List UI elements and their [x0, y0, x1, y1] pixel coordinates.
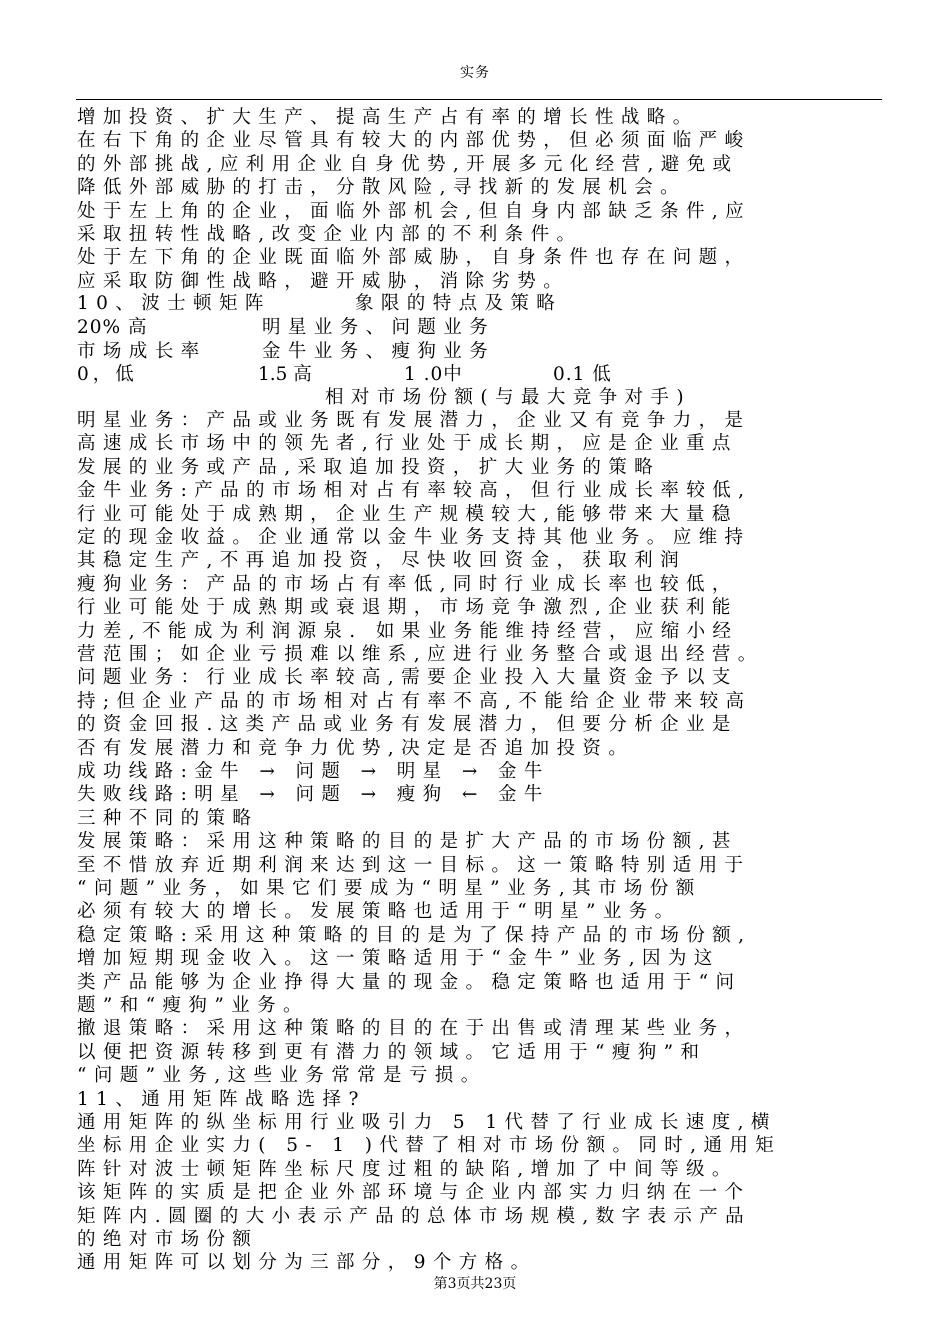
text-line: 高速成长市场中的领先者,行业处于成长期，应是企业重点	[77, 433, 738, 455]
matrix-row1-label: 20% 高	[77, 317, 148, 338]
header-rule	[76, 99, 882, 100]
text-line: 处于左下角的企业既面临外部威胁，自身条件也存在问题，	[77, 247, 751, 269]
text-line: 该矩阵的实质是把企业外部环境与企业内部实力归纳在一个	[77, 1182, 751, 1204]
matrix-axis-mid: 1 .0中	[404, 364, 463, 385]
text-line: 其稳定生产,不再追加投资，尽快收回资金，获取利润	[77, 550, 686, 572]
matrix-row1-quadrants: 明星业务、问题业务	[262, 317, 496, 338]
text-line: 行业可能处于成熟期或衰退期，市场竞争激烈,企业获利能	[77, 597, 738, 619]
text-line: 稳定策略:采用这种策略的目的是为了保持产品的市场份额,	[77, 924, 752, 946]
text-line: 问题业务：行业成长率较高,需要企业投入大量资金予以支	[77, 667, 738, 689]
text-line: 的资金回报.这类产品或业务有发展潜力，但要分析企业是	[77, 714, 738, 736]
text-line: 失败线路:明星 → 问题 → 瘦狗 ← 金牛	[77, 784, 550, 806]
text-line: 以便把资源转移到更有潜力的领域。它适用于“瘦狗”和	[77, 1041, 707, 1063]
text-line: 阵针对波士顿矩阵坐标尺度过粗的缺陷,增加了中间等级。	[77, 1158, 738, 1180]
matrix-row2-quadrants: 金牛业务、瘦狗业务	[262, 341, 496, 362]
text-line: 的外部挑战,应利用企业自身优势,开展多元化经营,避免或	[77, 153, 739, 175]
text-line: 11、通用矩阵战略选择?	[77, 1088, 366, 1110]
text-line: 在右下角的企业尽管具有较大的内部优势，但必须面临严峻	[77, 130, 751, 152]
text-line: 金牛业务:产品的市场相对占有率较高，但行业成长率较低,	[77, 480, 752, 502]
text-line: 类产品能够为企业挣得大量的现金。稳定策略也适用于“问	[77, 971, 742, 993]
matrix-axis-low: 0，低	[77, 364, 138, 385]
matrix-title: 10、波士顿矩阵	[77, 293, 271, 314]
matrix-x-axis-label: 相对市场份额(与最大竞争对手)	[325, 387, 691, 408]
text-line: 增加投资、扩大生产、提高生产占有率的增长性战略。	[77, 107, 699, 128]
matrix-axis-high: 1.5 高	[258, 364, 312, 385]
text-line: 持;但企业产品的市场相对占有率不高,不能给企业带来较高	[77, 690, 752, 712]
text-line: 采取扭转性战略,改变企业内部的不利条件。	[77, 224, 583, 245]
text-line: 营范围；如企业亏损难以维系,应进行业务整合或退出经营。	[77, 644, 764, 665]
text-line: 通用矩阵可以划分为三部分，9个方格。	[77, 1252, 537, 1274]
text-line: 否有发展潜力和竞争力优势,决定是否追加投资。	[77, 737, 635, 759]
text-line: 定的现金收益。企业通常以金牛业务支持其他业务。应维持	[77, 527, 751, 548]
text-line: 题”和“瘦狗”业务。	[77, 995, 309, 1016]
text-line: 发展的业务或产品,采取追加投资，扩大业务的策略	[77, 456, 661, 478]
matrix-axis-low-share: 0.1 低	[553, 364, 612, 385]
text-line: 三种不同的策略	[77, 807, 259, 829]
text-line: 坐标用企业实力( 5- 1 )代替了相对市场份额。同时,通用矩	[77, 1135, 782, 1157]
text-line: “问题”业务，如果它们要成为“明星”业务,其市场份额	[77, 878, 702, 899]
text-line: 必须有较大的增长。发展策略也适用于“明星”业务。	[77, 901, 681, 923]
text-line: 的绝对市场份额	[77, 1229, 259, 1250]
text-line: 通用矩阵的纵坐标用行业吸引力 5 1代替了行业成长速度,横	[77, 1112, 777, 1133]
text-line: 行业可能处于成熟期，企业生产规模较大,能够带来大量稳	[77, 503, 738, 525]
page-footer: 第3页共23页	[433, 1276, 517, 1292]
text-line: 矩阵内.圆圈的大小表示产品的总体市场规模,数字表示产品	[77, 1205, 752, 1227]
text-line: 应采取防御性战略，避开威胁，消除劣势。	[77, 270, 570, 292]
page-header: 实务	[460, 65, 490, 81]
text-line: 发展策略：采用这种策略的目的是扩大产品的市场份额,甚	[77, 831, 738, 853]
text-line: 瘦狗业务：产品的市场占有率低,同时行业成长率也较低，	[77, 573, 738, 595]
text-line: 力差,不能成为利润源泉. 如果业务能维持经营，应缩小经	[77, 620, 739, 642]
text-line: “问题”业务,这些业务常常是亏损。	[77, 1065, 487, 1087]
text-line: 降低外部威胁的打击，分散风险,寻找新的发展机会。	[77, 177, 686, 199]
text-line: 成功线路:金牛 → 问题 → 明星 → 金牛	[77, 761, 550, 782]
text-line: 处于左上角的企业，面临外部机会,但自身内部缺乏条件,应	[77, 200, 752, 222]
text-line: 至不惜放弃近期利润来达到这一目标。这一策略特别适用于	[77, 854, 751, 876]
text-line: 撤退策略：采用这种策略的目的在于出售或清理某些业务，	[77, 1018, 751, 1040]
matrix-subtitle: 象限的特点及策略	[355, 293, 563, 314]
matrix-row2-label: 市场成长率	[77, 341, 207, 362]
text-line: 明星业务：产品或业务既有发展潜力，企业又有竞争力，是	[77, 410, 751, 431]
text-line: 增加短期现金收入。这一策略适用于“金牛”业务,因为这	[77, 948, 720, 970]
